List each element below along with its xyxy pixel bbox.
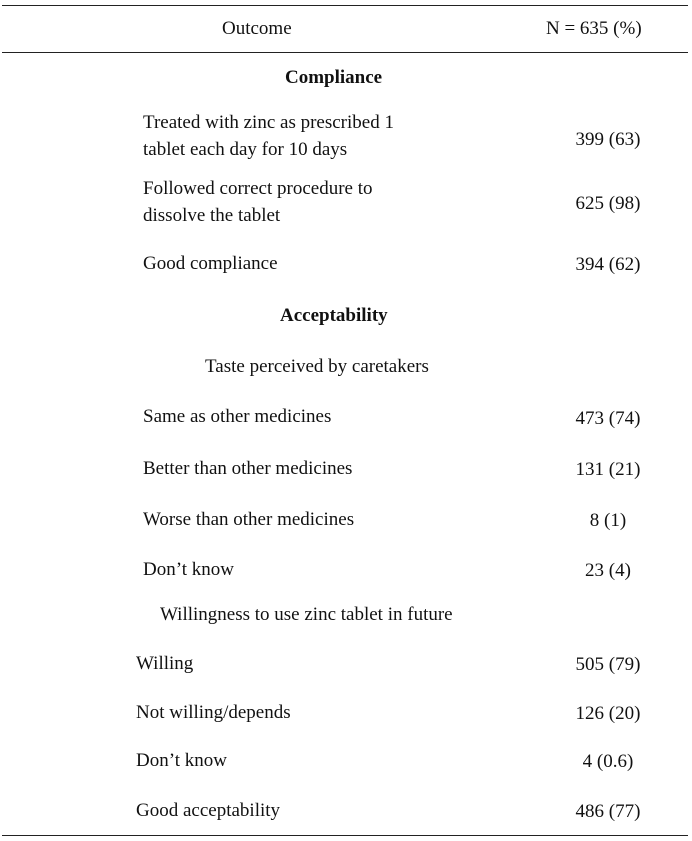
row-label: Good compliance — [143, 253, 278, 274]
header-n: N = 635 (%) — [546, 18, 642, 39]
row-label-line2: dissolve the tablet — [143, 205, 281, 226]
row-value: 505 (79) — [575, 654, 641, 675]
section-compliance-title: Compliance — [285, 67, 383, 88]
row-value: 131 (21) — [575, 459, 641, 480]
row-label: Better than other medicines — [143, 458, 353, 479]
subsection-taste-title: Taste perceived by caretakers — [205, 356, 429, 377]
row-label: Same as other medicines — [143, 406, 332, 427]
row-label: Good acceptability — [136, 800, 281, 821]
row-label: Don’t know — [143, 559, 234, 580]
row-value: 486 (77) — [575, 801, 641, 822]
section-acceptability-title: Acceptability — [280, 305, 388, 326]
row-label: Willing — [136, 653, 194, 674]
row-label — [143, 109, 394, 163]
row-value: 399 (63) — [575, 129, 641, 150]
subsection-willingness-title: Willingness to use zinc tablet in future — [160, 604, 453, 625]
row-label — [143, 175, 373, 229]
row-label: Worse than other medicines — [143, 509, 355, 530]
row-value: 23 (4) — [585, 560, 631, 581]
row-label: Don’t know — [136, 750, 227, 771]
row-value: 625 (98) — [575, 193, 641, 214]
header-outcome: Outcome — [222, 18, 292, 39]
row-label-line1: Followed correct procedure to — [143, 178, 373, 199]
row-value: 473 (74) — [575, 408, 641, 429]
row-value: 394 (62) — [575, 254, 641, 275]
row-label-line1: Treated with zinc as prescribed 1 — [143, 112, 394, 133]
row-value: 8 (1) — [589, 510, 627, 531]
row-label: Not willing/depends — [136, 702, 291, 723]
table-top-rule — [2, 5, 688, 6]
table-bottom-rule — [2, 835, 688, 836]
row-value: 126 (20) — [575, 703, 641, 724]
row-value: 4 (0.6) — [582, 751, 634, 772]
header-rule — [2, 52, 688, 53]
row-label-line2: tablet each day for 10 days — [143, 139, 348, 160]
